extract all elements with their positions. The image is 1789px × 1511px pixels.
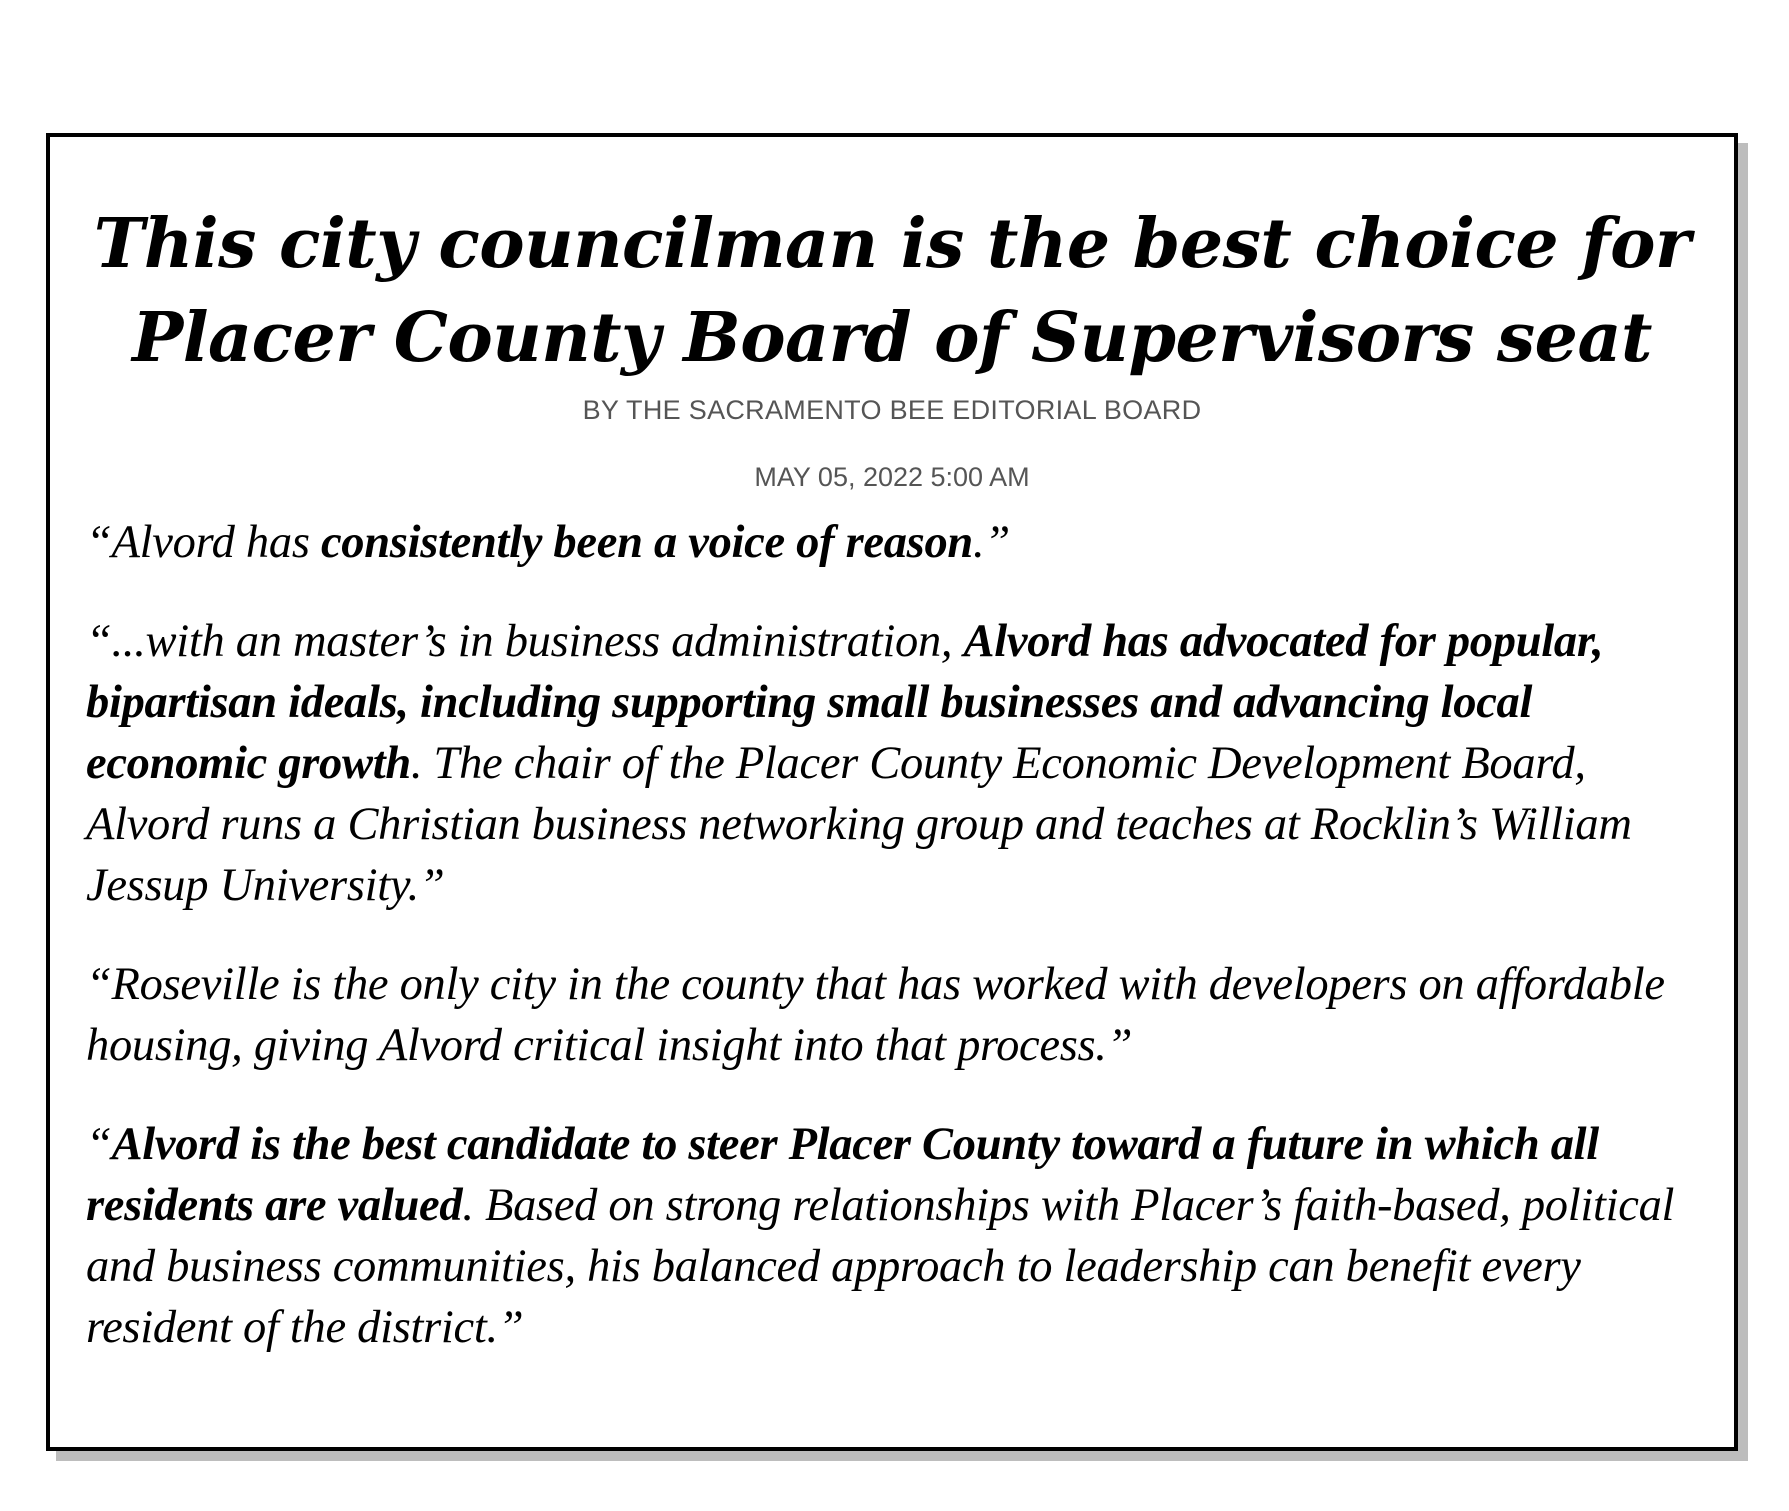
quote-text: .” [973,517,1010,568]
quotes-section [86,512,1704,1396]
headline [50,197,1734,385]
quote-text: “ [86,1119,112,1170]
quote-2 [86,611,1704,916]
quote-1 [86,512,1704,573]
quote-text: . Based on strong relationships with Placer’s faith-based, political and business communities, his balanced approach to leadership can benefit every resident of the district.” [86,1180,1675,1353]
quote-highlight: consistently been a voice of reason [320,517,973,568]
byline: BY THE SACRAMENTO BEE EDITORIAL BOARD [582,395,1202,425]
quote-3 [86,954,1704,1076]
quote-highlight: Alvord has advocated for popular, bipartisan ideals, including supporting small businesses and advancing local economic growth [86,616,1604,789]
quote-highlight: Alvord is the best candidate to steer Placer County toward a future in which all residents are valued [86,1119,1599,1231]
quote-text: “Alvord has [86,517,321,568]
headline-line-1: This city councilman is the best choice for [93,204,1691,284]
quote-text: “...with an master’s in business administration, [86,616,964,667]
quote-4 [86,1114,1704,1358]
quote-text: . The chair of the Placer County Economic Development Board, Alvord runs a Christian business networking group and teaches at Rocklin’s William Jessup University.” [86,738,1632,911]
headline-line-2: Placer County Board of Supervisors seat [132,298,1652,378]
quote-text: “Roseville is the only city in the county that has worked with developers on affordable housing, giving Alvord critical insight into that process.” [86,959,1665,1071]
publish-date: MAY 05, 2022 5:00 AM [754,462,1030,492]
article-frame [46,133,1738,1451]
